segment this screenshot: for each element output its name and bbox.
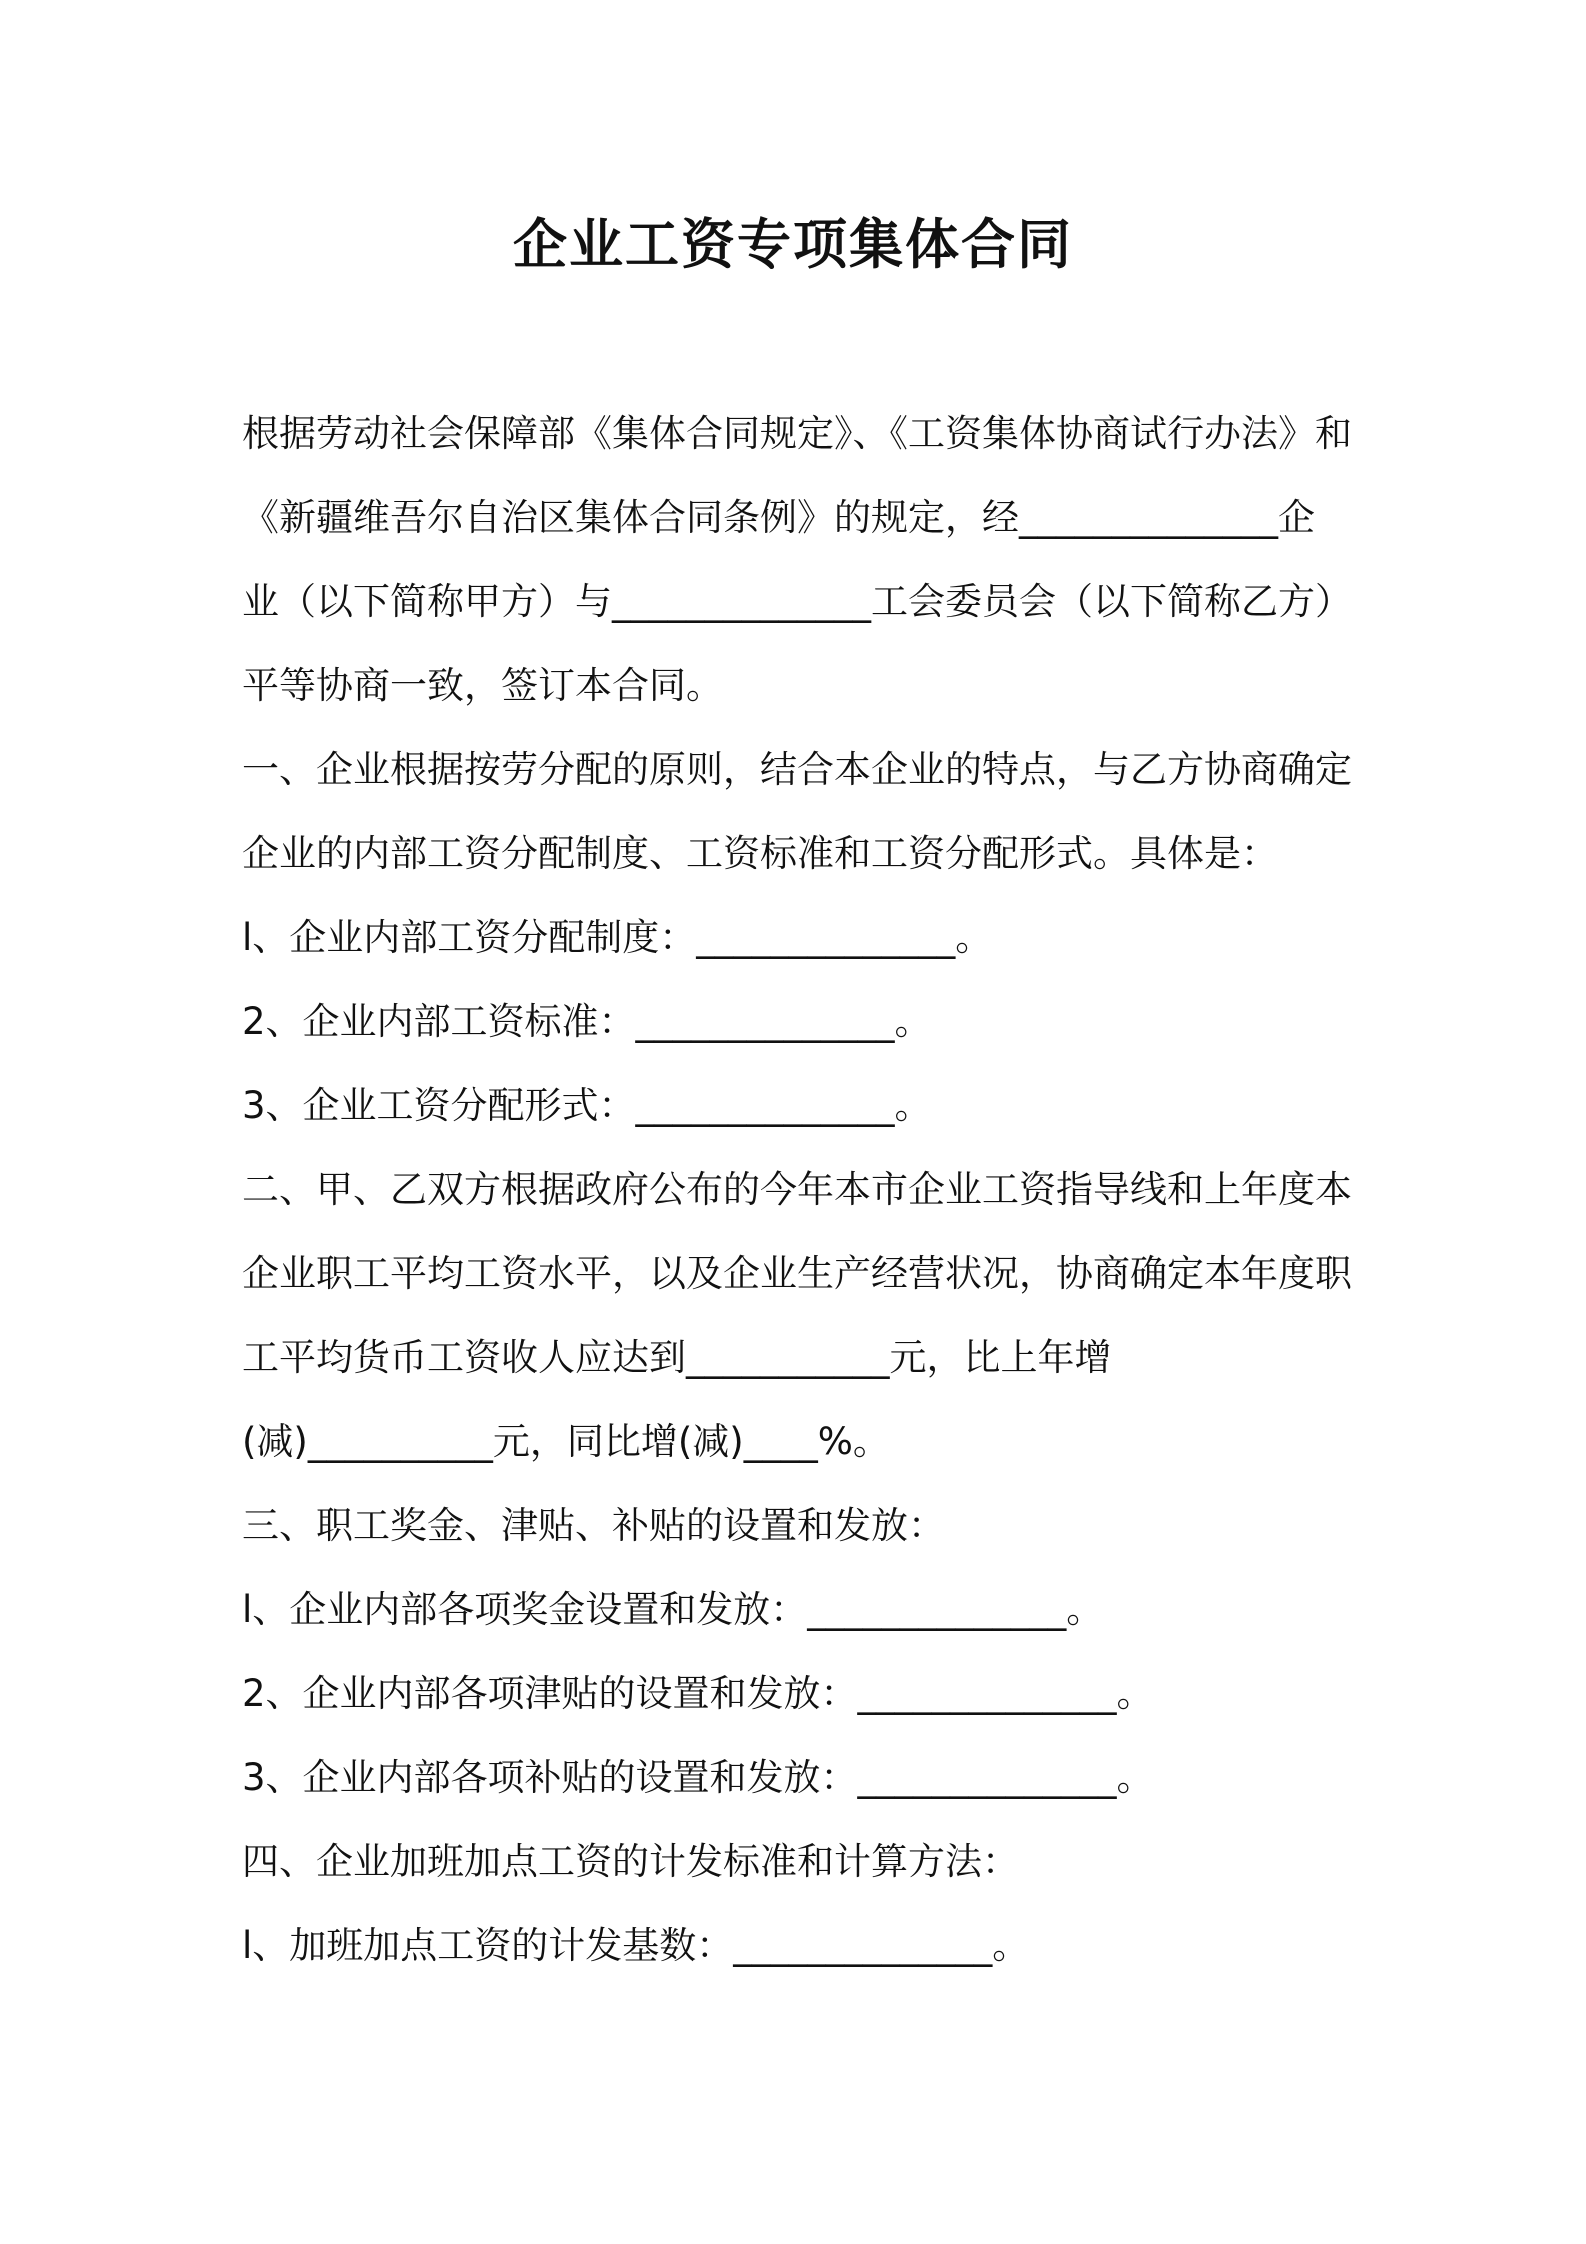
- section-two-line: 工平均货币工资收人应达到___________元，比上年增: [242, 1336, 1112, 1379]
- list-item: 2、企业内部各项津贴的设置和发放：______________。: [242, 1672, 1154, 1715]
- section-three-heading: 三、职工奖金、津贴、补贴的设置和发放：: [242, 1504, 945, 1547]
- list-item: l、加班加点工资的计发基数：______________。: [242, 1924, 1030, 1967]
- section-one-line: 企业的内部工资分配制度、工资标准和工资分配形式。具体是：: [242, 832, 1278, 875]
- list-item: 3、企业工资分配形式：______________。: [242, 1084, 932, 1127]
- section-two-line: (减)__________元，同比增(减)____%。: [242, 1420, 890, 1463]
- list-item: l、企业内部各项奖金设置和发放：______________。: [242, 1588, 1104, 1631]
- section-one-line: 一、企业根据按劳分配的原则，结合本企业的特点，与乙方协商确定: [242, 748, 1352, 791]
- section-two-line: 二、甲、乙双方根据政府公布的今年本市企业工资指导线和上年度本: [242, 1168, 1352, 1211]
- list-item: l、企业内部工资分配制度：______________。: [242, 916, 993, 959]
- section-two-line: 企业职工平均工资水平，以及企业生产经营状况，协商确定本年度职: [242, 1252, 1352, 1295]
- paragraph-line: 根据劳动社会保障部《集体合同规定》、《工资集体协商试行办法》和: [242, 412, 1352, 455]
- section-four-heading: 四、企业加班加点工资的计发标准和计算方法：: [242, 1840, 1019, 1883]
- paragraph-line: 《新疆维吾尔自治区集体合同条例》的规定，经______________企: [242, 496, 1315, 539]
- document-title: 企业工资专项集体合同: [513, 213, 1073, 276]
- list-item: 2、企业内部工资标准：______________。: [242, 1000, 932, 1043]
- list-item: 3、企业内部各项补贴的设置和发放：______________。: [242, 1756, 1154, 1799]
- paragraph-line: 业（以下简称甲方）与______________工会委员会（以下简称乙方）: [242, 580, 1352, 623]
- paragraph-line: 平等协商一致，签订本合同。: [242, 664, 723, 707]
